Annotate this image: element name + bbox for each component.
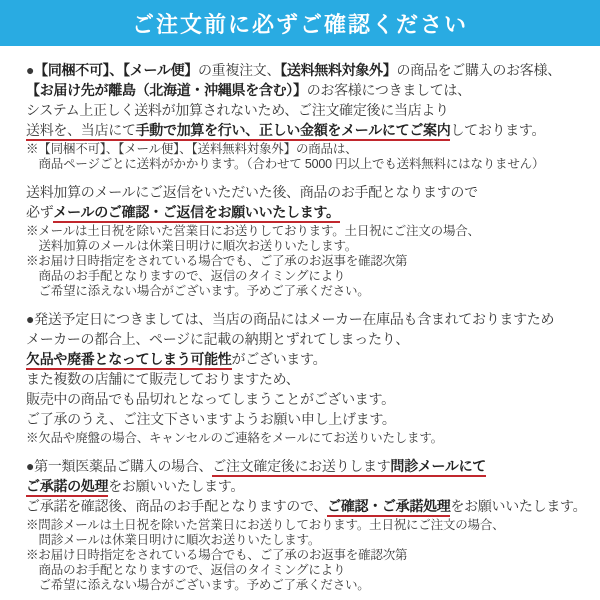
- text-line: [26, 496, 594, 516]
- text-line: [26, 100, 594, 120]
- text-line: [26, 202, 594, 222]
- text-line: [26, 80, 594, 100]
- text-segment: のお客様につきましては、: [306, 82, 471, 98]
- text-segment: 【送料無料対象外】: [280, 62, 397, 78]
- text-segment: ※メールは土日祝を除いた営業日にお送りしております。土日祝にご注文の場合、: [26, 224, 480, 238]
- text-segment: 商品ページごとに送料がかかります。（合わせて 5000 円以上でも送料無料にはなりません）: [38, 157, 545, 171]
- text-line: [26, 182, 594, 202]
- note: [26, 518, 594, 593]
- text-line: [26, 578, 594, 593]
- text-segment: ※問診メールは土日祝を除いた営業日にお送りしております。土日祝にご注文の場合、: [26, 518, 505, 532]
- note: [26, 142, 594, 172]
- text-line: [26, 476, 594, 496]
- header-banner: [0, 0, 600, 46]
- text-line: [26, 254, 594, 269]
- text-segment: しております。: [450, 122, 546, 138]
- text-segment: ※お届け日時指定をされている場合でも、ご了承のお返事を確認次第: [26, 254, 408, 268]
- text-segment: ●発送予定日につきましては、当店の商品にはメーカー在庫品も含まれておりますため: [26, 311, 555, 327]
- text-segment: システム上正しく送料が加算されないため、ご注文確定後に当店より: [26, 102, 449, 118]
- emphasized-underlined-text: 欠品や廃番となってしまう可能性: [26, 351, 232, 370]
- text-line: [26, 563, 594, 578]
- text-line: [26, 157, 594, 172]
- text-segment: ご希望に添えない場合がございます。予めご了承ください。: [38, 284, 370, 298]
- paragraph: [26, 309, 594, 429]
- text-line: [26, 409, 594, 429]
- text-segment: の商品をご購入のお客様、: [396, 62, 561, 78]
- text-segment: 問診メールは休業日明けに順次お送りいたします。: [38, 533, 321, 547]
- emphasized-underlined-text: ご注文確定後にお送りします: [212, 458, 390, 477]
- paragraph: [26, 182, 594, 222]
- notice-block: [26, 456, 594, 593]
- text-line: [26, 142, 594, 157]
- text-line: [26, 389, 594, 409]
- text-segment: ご希望に添えない場合がございます。予めご了承ください。: [38, 578, 370, 592]
- text-segment: また複数の店舗にて販売しておりますため、: [26, 371, 300, 387]
- text-segment: 送料加算のメールは休業日明けに順次お送りいたします。: [38, 239, 358, 253]
- note: [26, 431, 594, 446]
- text-segment: 商品のお手配となりますので、返信のタイミングにより: [38, 269, 346, 283]
- text-line: [26, 456, 594, 476]
- text-segment: メーカーの都合上、ページに記載の納期とずれてしまったり、: [26, 331, 410, 347]
- text-segment: 販売中の商品でも品切れとなってしまうことがございます。: [26, 391, 395, 407]
- emphasized-underlined-text: ご確認・ご承諾処理: [327, 498, 450, 517]
- note: [26, 224, 594, 299]
- text-line: [26, 548, 594, 563]
- paragraph: [26, 456, 594, 516]
- notice-block: [26, 309, 594, 446]
- text-line: [26, 224, 594, 239]
- text-line: [26, 284, 594, 299]
- text-segment: ご了承のうえ、ご注文下さいますようお願い申し上げます。: [26, 411, 396, 427]
- text-segment: をお願いいたします。: [108, 478, 245, 494]
- emphasized-underlined-text: メールのご確認・ご返信をお願いいたします。: [53, 204, 339, 223]
- text-segment: ※欠品や廃盤の場合、キャンセルのご連絡をメールにてお送りいたします。: [26, 431, 443, 445]
- text-segment: ※お届け日時指定をされている場合でも、ご了承のお返事を確認次第: [26, 548, 408, 562]
- text-segment: 【お届け先が離島（北海道・沖縄県を含む）】: [26, 82, 307, 98]
- text-line: [26, 329, 594, 349]
- emphasized-underlined-text: ご承諾の処理: [26, 478, 108, 497]
- text-segment: 商品のお手配となりますので、返信のタイミングにより: [38, 563, 346, 577]
- text-line: [26, 369, 594, 389]
- text-segment: 送料加算のメールにご返信をいただいた後、商品のお手配となりますので: [26, 184, 478, 200]
- text-line: [26, 349, 594, 369]
- text-line: [26, 431, 594, 446]
- text-line: [26, 533, 594, 548]
- text-segment: をお願いいたします。: [450, 498, 587, 514]
- notice-body: [0, 46, 600, 593]
- text-line: [26, 518, 594, 533]
- text-segment: 【同梱不可】、【メール便】: [34, 62, 198, 78]
- text-line: [26, 269, 594, 284]
- notice-block: [26, 60, 594, 172]
- text-segment: ●第一類医薬品ご購入の場合、: [26, 458, 213, 474]
- notice-block: [26, 182, 594, 299]
- text-line: [26, 60, 594, 80]
- paragraph: [26, 60, 594, 140]
- emphasized-underlined-text: 手動で加算を行い、正しい金額をメールにてご案内: [136, 122, 451, 141]
- emphasized-underlined-text: 問診メールにて: [390, 458, 486, 477]
- text-line: [26, 239, 594, 254]
- text-line: [26, 309, 594, 329]
- text-segment: がございます。: [231, 351, 327, 367]
- text-segment: ※【同梱不可】、【メール便】、【送料無料対象外】の商品は、: [26, 142, 358, 156]
- text-segment: の重複注文、: [197, 62, 281, 78]
- text-line: [26, 120, 594, 140]
- text-segment: ご承諾を確認後、商品のお手配となりますので、: [26, 498, 328, 514]
- text-segment: ●: [26, 62, 35, 78]
- emphasized-underlined-text: 送料を、当店にて: [26, 122, 136, 141]
- page-title: ご注文前に必ずご確認ください: [131, 11, 468, 37]
- text-segment: 必ず: [26, 204, 54, 220]
